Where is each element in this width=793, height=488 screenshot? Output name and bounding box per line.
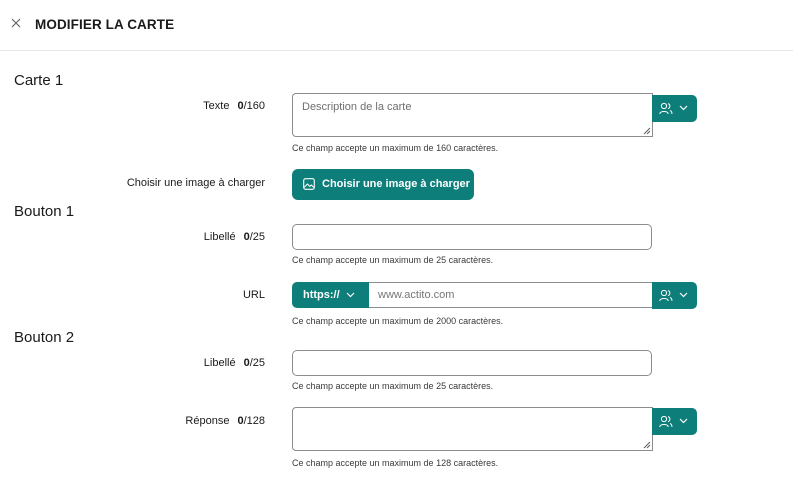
url-personalize-button[interactable] — [652, 282, 697, 309]
section-title-card: Carte 1 — [14, 72, 64, 89]
close-icon[interactable] — [9, 16, 23, 30]
text-hint: Ce champ accepte un maximum de 160 caractères. — [292, 143, 499, 153]
button2-char-count: 0 — [243, 357, 250, 369]
reply-label-name: Réponse — [185, 415, 230, 427]
button2-label-hint: Ce champ accepte un maximum de 25 caractères. — [292, 381, 494, 391]
reply-label — [185, 415, 265, 427]
url-protocol-value: https:// — [303, 289, 340, 301]
users-dropdown-icon — [659, 289, 691, 302]
resize-grip-icon[interactable] — [643, 441, 651, 449]
text-char-max: /160 — [243, 100, 265, 112]
button2-label-input[interactable] — [292, 350, 652, 376]
button1-char-max: /25 — [249, 231, 265, 243]
button1-label-hint: Ce champ accepte un maximum de 25 caractères. — [292, 255, 494, 265]
button2-char-max: /25 — [249, 357, 265, 369]
text-char-count: 0 — [237, 100, 244, 112]
text-textarea[interactable] — [292, 93, 653, 137]
reply-char-count: 0 — [237, 415, 244, 427]
modal-header — [0, 0, 793, 51]
resize-grip-icon[interactable] — [643, 127, 651, 135]
button2-label-name: Libellé — [203, 357, 236, 369]
button1-char-count: 0 — [243, 231, 250, 243]
image-label: Choisir une image à charger — [126, 177, 265, 189]
chevron-down-icon — [346, 292, 355, 298]
url-label: URL — [242, 289, 265, 301]
button2-label-label — [204, 357, 265, 369]
button1-label-label — [204, 231, 265, 243]
upload-image-button[interactable] — [292, 169, 474, 200]
url-protocol-select[interactable] — [292, 282, 369, 308]
reply-hint: Ce champ accepte un maximum de 128 caractères. — [292, 458, 499, 468]
section-title-button2: Bouton 2 — [14, 329, 75, 346]
modal-title: MODIFIER LA CARTE — [35, 17, 175, 32]
reply-textarea[interactable] — [292, 407, 653, 451]
url-hint: Ce champ accepte un maximum de 2000 caractères. — [292, 316, 504, 326]
text-label-name: Texte — [203, 100, 230, 112]
upload-image-label: Choisir une image à charger — [322, 178, 470, 190]
users-dropdown-icon — [659, 415, 691, 428]
button1-label-name: Libellé — [203, 231, 236, 243]
reply-personalize-button[interactable] — [652, 408, 697, 435]
image-icon — [303, 178, 315, 190]
text-label — [203, 100, 265, 112]
text-personalize-button[interactable] — [652, 95, 697, 122]
reply-char-max: /128 — [243, 415, 265, 427]
users-dropdown-icon — [659, 102, 691, 115]
url-input[interactable] — [369, 282, 653, 308]
button1-label-input[interactable] — [292, 224, 652, 250]
section-title-button1: Bouton 1 — [14, 203, 75, 220]
